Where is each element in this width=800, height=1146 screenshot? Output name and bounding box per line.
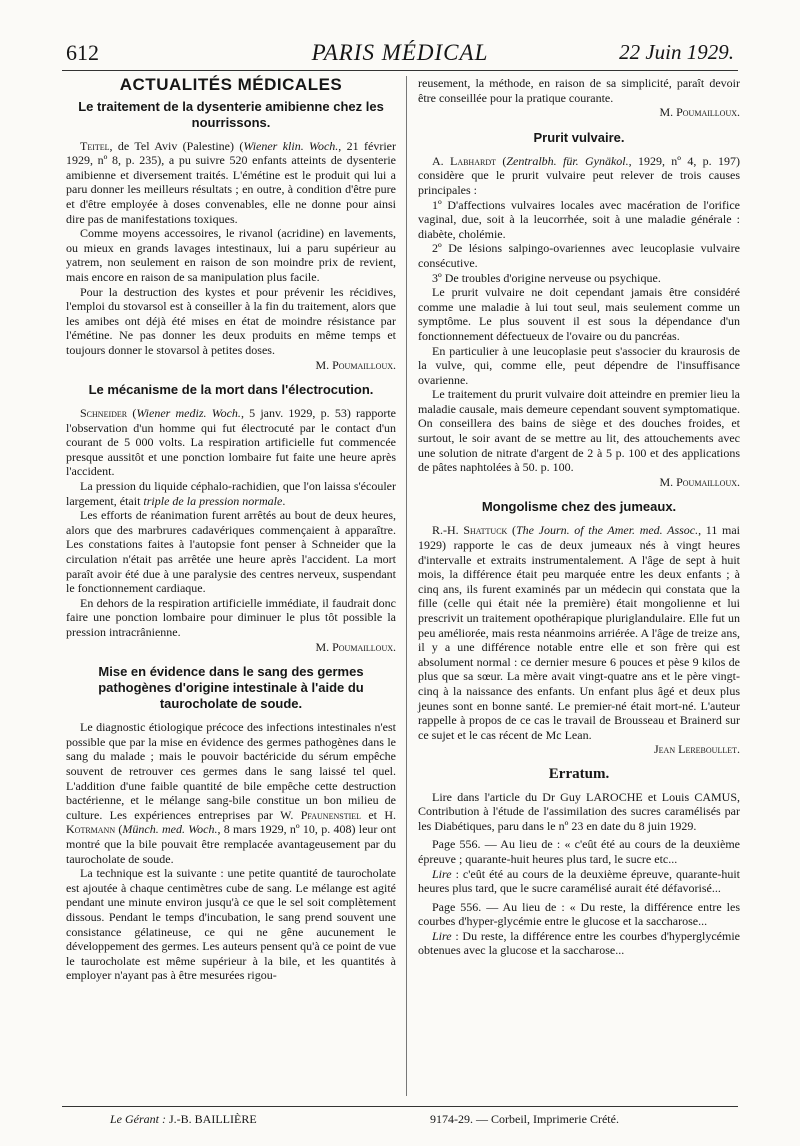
article-paragraph: R.-H. Shattuck (The Journ. of the Amer. med. Assoc., 11 mai 1929) rapporte le cas de deux jumeaux nés à vingt heures d'intervalle et extraits instrumentalement. A l'âge de sept à huit mois, la différence était peu marquée entre les deux enfants ; à cinq ans, ils furent examinés par un médecin qui constata que la fille (celle qui était née la première) était mongolienne et lui prescrivit un traitement opothérapique pluriglandulaire. Elle fut un peu améliorée, mais resta néanmoins arriérée. A l'âge de treize ans, il y a une différence notable entre elle et son frère qui est absolument normal : ce dernier mesure 6 pouces et pèse 9 kilos de plus que sa sœur. La mère avait vingt-quatre ans et le père vingt-cinq à la naissance des enfants. Un enfant plus âgé et deux plus jeunes sont en bonne santé. Le premier-né était mort-né. L'auteur rappelle à propos de ce cas le travail de Brousseau et Brainerd sur ce sujet et le cas récent de Mc Lean.: [418, 523, 740, 742]
article-title-taurocholate: Mise en évidence dans le sang des germes pathogènes d'origine intestinale à l'aide du taurocholate de soude.: [98, 664, 364, 712]
erratum-title: Erratum.: [548, 765, 610, 782]
author-signature: M. Poumailloux.: [315, 357, 396, 372]
list-item: 2º De lésions salpingo-ovariennes avec leucoplasie vulvaire consécutive.: [418, 241, 740, 270]
erratum-correction: Lire : c'eût été au cours de la deuxième épreuve, quarante-huit heures plus tard, que le sucre caramélisé aurait été défavorisé...: [418, 866, 740, 896]
article-paragraph: Comme moyens accessoires, le rivanol (acridine) en lavements, ou mieux en grands lavages intestinaux, lui a paru supérieur au yatrem, non seulement en raison de son moindre prix de revient, mais encore en raison de sa manipulation plus facile.: [66, 226, 396, 284]
article-paragraph: En particulier à une leucoplasie peut s'associer du kraurosis de la vulve, qui, comme elle, peut dépendre de l'insuffisance ovarienne.: [418, 343, 740, 387]
page-number: 612: [66, 40, 99, 65]
journal-ref: Wiener mediz. Woch.: [136, 406, 241, 421]
journal-ref: Münch. med. Woch.: [122, 822, 218, 837]
article-paragraph: La pression du liquide céphalo-rachidien, que l'on laissa s'écouler largement, était triple de la pression normale.: [66, 479, 396, 508]
article-paragraph: Le prurit vulvaire ne doit cependant jamais être considéré comme une maladie à lui tout seul, mais seulement comme un symptôme. Le plus souvent il est sous la dépendance d'un fonctionnement défectueux de l'ovaire ou du pancréas.: [418, 285, 740, 343]
issue-date: 22 Juin 1929.: [619, 40, 734, 64]
article-continuation: reusement, la méthode, en raison de sa simplicité, paraît devoir être conseillée pour la pratique courante.: [418, 76, 740, 105]
article-title-mongolisme: Mongolisme chez des jumeaux.: [481, 499, 677, 515]
erratum-label: Lire: [432, 928, 452, 943]
article-title-prurit: Prurit vulvaire.: [533, 129, 625, 145]
journal-ref: Wiener klin. Woch.: [243, 138, 339, 153]
article-paragraph: Teitel, de Tel Aviv (Palestine) (Wiener klin. Woch., 21 février 1929, nº 8, p. 235), a pu suivre 520 enfants atteints de dysenterie amibienne et diversement traités. L'émétine est le produit qui lui a paru donner les meilleurs résultats ; en outre, à condition d'être pure et d'être employée à doses convenables, elle ne donne pour ainsi dire pas de manifestations toxiques.: [66, 138, 396, 226]
article-title-electrocution: Le mécanisme de la mort dans l'électrocution.: [88, 382, 374, 398]
main-heading: ACTUALITÉS MÉDICALES: [119, 75, 343, 94]
author-name: A. Labhardt: [432, 153, 496, 168]
article-title-dysenterie: Le traitement de la dysenterie amibienne chez les nourrissons.: [78, 98, 384, 130]
journal-title: PARIS MÉDICAL: [311, 40, 489, 65]
emphasis: triple de la pression normale: [143, 493, 283, 508]
list-item: 1º D'affections vulvaires locales avec macération de l'orifice vaginal, due, soit à la leucorrhée, soit à une maladie générale : diabète, cholémie.: [418, 197, 740, 241]
author-name: W. Pfaunenstiel: [280, 807, 362, 822]
erratum-intro: Lire dans l'article du Dr Guy LAROCHE et Louis CAMUS, Contribution à l'étude de l'assimilation des sucres caramélisés par les Diabétiques, paru dans le nº 23 en date du 8 juin 1929.: [418, 789, 740, 833]
author-name: Schneider: [80, 406, 128, 421]
left-column: [66, 76, 396, 983]
article-paragraph: En dehors de la respiration artificielle immédiate, il faudrait donc faire une ponction lombaire pour diminuer le plus tôt possible la pression intracrânienne.: [66, 595, 396, 639]
article-paragraph: Schneider (Wiener mediz. Woch., 5 janv. 1929, p. 53) rapporte l'observation d'un homme qui fut électrocuté par le contact d'un courant de 5 000 volts. La respiration artificielle fut commencée presque aussitôt et une ponction lombaire fut faite une heure après l'accident.: [66, 406, 396, 479]
author-signature: M. Poumailloux.: [659, 105, 740, 120]
right-column: [418, 76, 740, 958]
author-name: R.-H. Shattuck: [432, 523, 508, 538]
author-name: H. Kotrmann: [66, 807, 396, 837]
footer-rule: [62, 1106, 738, 1107]
erratum-reference: Page 556. — Au lieu de : « Du reste, la différence entre les courbes d'hyper-glycémie entre le glucose et la saccharose...: [418, 899, 740, 929]
erratum-label: Lire: [432, 866, 452, 881]
column-divider: [406, 76, 407, 1096]
author-signature: Jean Lereboullet.: [654, 742, 740, 757]
journal-ref: Zentralbh. für. Gynäkol.: [506, 153, 629, 168]
author-signature: M. Poumailloux.: [659, 474, 740, 489]
footer-gerant: Le Gérant : J.-B. BAILLIÈRE: [110, 1112, 257, 1126]
erratum-reference: Page 556. — Au lieu de : « c'eût été au cours de la deuxième épreuve ; quarante-huit heures plus tard, le sucre etc...: [418, 837, 740, 866]
article-paragraph: Pour la destruction des kystes et pour prévenir les récidives, l'emploi du stovarsol est à conseiller à la fin du traitement, alors que les amibes ont déjà été mises en état de moindre résistance par l'émétine. Ne pas donner les deux produits en même temps et toujours donner le stovarsol à petites doses.: [66, 284, 396, 357]
author-signature: M. Poumailloux.: [315, 639, 396, 654]
header-rule: [62, 70, 738, 71]
article-paragraph: A. Labhardt (Zentralbh. für. Gynäkol., 1929, nº 4, p. 197) considère que le prurit vulvaire peut relever de trois causes principales :: [418, 153, 741, 197]
journal-ref: The Journ. of the Amer. med. Assoc.: [515, 523, 699, 538]
article-paragraph: Le diagnostic étiologique précoce des infections intestinales n'est possible que par la mise en évidence des germes pathogènes dans le sang du malade ; mais le pouvoir bactéricide du sérum empêche souvent de retrouver ces germes dans le sang laissé tel quel. L'addition d'une faible quantité de bile empêche cette destruction bactérienne, et le mélange sang-bile constitue un bon milieu de culture. Les expériences entreprises par W. Pfaunenstiel et H. Kotrmann (Münch. med. Woch., 8 mars 1929, nº 10, p. 408) leur ont montré que la bile pouvait être remplacée avantageusement par du taurocholate de soude.: [66, 720, 396, 866]
author-name: Teitel: [80, 138, 110, 153]
list-item: 3º De troubles d'origine nerveuse ou psychique.: [432, 270, 661, 285]
article-paragraph: La technique est la suivante : une petite quantité de taurocholate est ajoutée à chaque centimètres cube de sang. Le mélange est agité pendant une minute environ jusqu'à ce que le sel soit complètement dissous. Pendant le temps d'incubation, le sang prend souvent une consistance gélatineuse, ce qui ne gêne aucunement le développement des germes. Les auteurs pensent qu'à ce point de vue le taurocholate est même supérieur à la bile, et les quantités à employer n'ayant pas à être mesurées rigou-: [66, 866, 396, 983]
footer-printer: 9174-29. — Corbeil, Imprimerie Crété.: [430, 1112, 619, 1126]
article-paragraph: Le traitement du prurit vulvaire doit atteindre en premier lieu la maladie causale, mais demeure cependant souvent symptomatique. On conseillera des bains de siège et des douches froides, et surtout, le soir avant de se mettre au lit, des attouchements avec une solution de nitrate d'argent de 2 à 5 p. 100 et des applications de pâtes naphtolées à 50. p. 100.: [418, 387, 740, 475]
erratum-correction: Lire : Du reste, la différence entre les courbes d'hyperglycémie obtenues avec la glucose et la saccharose...: [418, 928, 740, 958]
article-paragraph: Les efforts de réanimation furent arrêtés au bout de deux heures, alors que des marbrures cadavériques commençaient à apparaître. Les constations faites à l'autopsie font penser à Schneider que la circulation n'était pas arrêtée une heure après l'accident. La mort paraît avoir été due à une paralysie des centres nerveux, suspendant le fonctionnement cardiaque.: [66, 508, 396, 596]
